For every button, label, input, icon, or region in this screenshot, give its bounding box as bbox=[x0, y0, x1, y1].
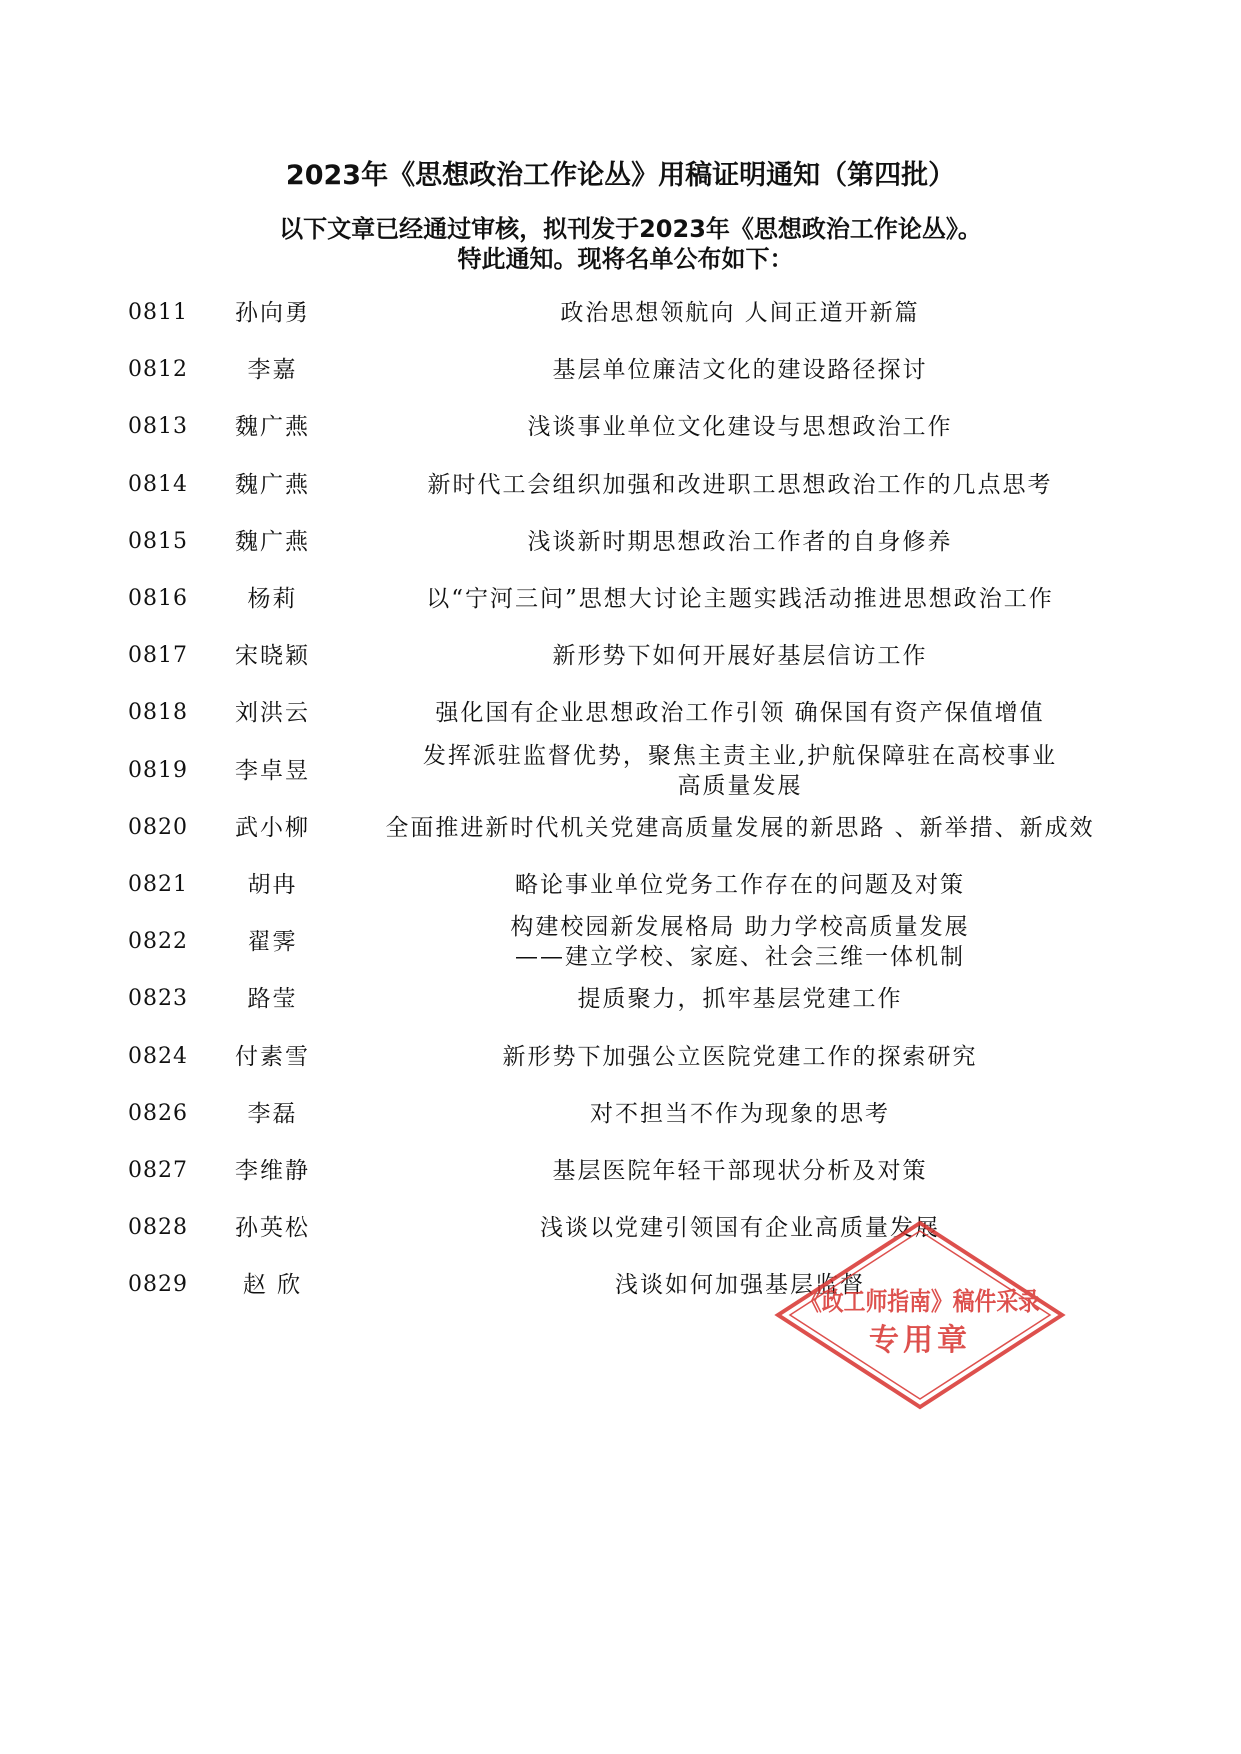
table-row bbox=[0, 1253, 1241, 1317]
article-title bbox=[370, 796, 1110, 860]
author-name: 李卓昱 bbox=[235, 757, 310, 784]
article-title bbox=[370, 910, 1110, 974]
article-title-line: 浅谈如何加强基层监督 bbox=[615, 1272, 865, 1299]
article-title-line: 对不担当不作为现象的思考 bbox=[590, 1100, 890, 1127]
article-title-line: 全面推进新时代机关党建高质量发展的新思路 、新举措、新成效 bbox=[385, 814, 1095, 841]
author-name: 魏广燕 bbox=[235, 471, 310, 498]
article-title-line: 强化国有企业思想政治工作引领 确保国有资产保值增值 bbox=[435, 700, 1045, 727]
article-title bbox=[370, 1082, 1110, 1146]
table-row bbox=[0, 567, 1241, 631]
entry-number: 0815 bbox=[128, 528, 188, 554]
article-title bbox=[370, 395, 1110, 459]
article-title-line: 构建校园新发展格局 助力学校高质量发展 bbox=[510, 914, 970, 941]
author-name: 魏广燕 bbox=[235, 414, 310, 441]
table-row bbox=[0, 281, 1241, 345]
article-title bbox=[370, 739, 1110, 803]
entry-number: 0828 bbox=[128, 1215, 188, 1241]
entry-number: 0813 bbox=[128, 414, 188, 440]
article-title bbox=[370, 1139, 1110, 1203]
article-title bbox=[370, 567, 1110, 631]
table-row bbox=[0, 853, 1241, 917]
article-title-line: 发挥派驻监督优势，聚焦主责主业,护航保障驻在高校事业 bbox=[422, 742, 1058, 769]
table-row bbox=[0, 910, 1241, 974]
author-name: 孙向勇 bbox=[235, 300, 310, 326]
entry-number: 0816 bbox=[128, 586, 188, 611]
author-name: 杨莉 bbox=[247, 586, 298, 612]
author-name: 赵 欣 bbox=[242, 1272, 303, 1299]
entry-number: 0820 bbox=[128, 814, 188, 840]
article-title-line: 浅谈事业单位文化建设与思想政治工作 bbox=[527, 414, 953, 441]
table-row bbox=[0, 681, 1241, 745]
table-row bbox=[0, 796, 1241, 860]
table-row bbox=[0, 624, 1241, 688]
entry-number: 0814 bbox=[128, 471, 188, 497]
table-row bbox=[0, 1139, 1241, 1203]
author-name: 刘洪云 bbox=[235, 700, 310, 727]
entry-number: 0811 bbox=[128, 300, 188, 325]
table-row bbox=[0, 739, 1241, 803]
table-row bbox=[0, 510, 1241, 574]
article-title-line: 浅谈新时期思想政治工作者的自身修养 bbox=[527, 528, 953, 555]
author-name: 路莹 bbox=[247, 986, 298, 1013]
article-title bbox=[370, 1253, 1110, 1317]
table-row bbox=[0, 1196, 1241, 1260]
author-name: 李嘉 bbox=[247, 357, 298, 384]
author-name: 胡冉 bbox=[247, 872, 298, 898]
table-row bbox=[0, 967, 1241, 1031]
article-title bbox=[370, 1025, 1110, 1089]
article-title bbox=[370, 1196, 1110, 1260]
entry-list bbox=[0, 285, 1241, 1425]
author-name: 魏广燕 bbox=[235, 528, 310, 555]
table-row bbox=[0, 1025, 1241, 1089]
article-title-line: 基层单位廉洁文化的建设路径探讨 bbox=[552, 357, 928, 384]
entry-number: 0821 bbox=[128, 872, 188, 897]
entry-number: 0826 bbox=[128, 1100, 188, 1126]
author-name: 李维静 bbox=[235, 1158, 310, 1184]
article-title-line: 提质聚力，抓牢基层党建工作 bbox=[577, 986, 903, 1013]
entry-number: 0824 bbox=[128, 1043, 188, 1069]
article-title bbox=[370, 967, 1110, 1031]
article-title-line: 基层医院年轻干部现状分析及对策 bbox=[552, 1158, 928, 1184]
intro-line-2: 特此通知。现将名单公布如下： bbox=[457, 245, 794, 273]
author-name: 翟霁 bbox=[247, 929, 298, 956]
article-title bbox=[370, 681, 1110, 745]
article-title bbox=[370, 853, 1110, 917]
entry-number: 0819 bbox=[128, 757, 188, 783]
entry-number: 0818 bbox=[128, 700, 188, 726]
article-title-line: 略论事业单位党务工作存在的问题及对策 bbox=[515, 872, 965, 898]
article-title-line: 新时代工会组织加强和改进职工思想政治工作的几点思考 bbox=[427, 471, 1053, 498]
article-title-line: 浅谈以党建引领国有企业高质量发展 bbox=[540, 1215, 940, 1242]
entry-number: 0823 bbox=[128, 986, 188, 1012]
entry-number: 0817 bbox=[128, 643, 188, 669]
author-name: 付素雪 bbox=[235, 1043, 310, 1070]
article-title-line: ——建立学校、家庭、社会三维一体机制 bbox=[515, 944, 965, 971]
article-title-line: 以“宁河三问”思想大讨论主题实践活动推进思想政治工作 bbox=[426, 586, 1054, 612]
author-name: 李磊 bbox=[247, 1100, 298, 1127]
author-name: 孙英松 bbox=[235, 1215, 310, 1242]
table-row bbox=[0, 453, 1241, 517]
entry-number: 0829 bbox=[128, 1272, 188, 1298]
article-title bbox=[370, 281, 1110, 345]
article-title bbox=[370, 624, 1110, 688]
entry-number: 0812 bbox=[128, 357, 188, 383]
article-title-line: 高质量发展 bbox=[677, 772, 803, 799]
table-row bbox=[0, 395, 1241, 459]
document-title: 2023年《思想政治工作论丛》用稿证明通知（第四批） bbox=[285, 160, 956, 191]
article-title bbox=[370, 338, 1110, 402]
article-title-line: 政治思想领航向 人间正道开新篇 bbox=[560, 300, 920, 326]
table-row bbox=[0, 338, 1241, 402]
article-title-line: 新形势下加强公立医院党建工作的探索研究 bbox=[502, 1043, 978, 1070]
intro-line-1: 以下文章已经通过审核，拟刊发于2023年《思想政治工作论丛》。 bbox=[279, 215, 982, 243]
stamp-text-line1: 《政工师指南》稿件采录 bbox=[800, 1287, 1040, 1316]
author-name: 武小柳 bbox=[235, 814, 310, 841]
entry-number: 0827 bbox=[128, 1158, 188, 1183]
article-title bbox=[370, 453, 1110, 517]
article-title-line: 新形势下如何开展好基层信访工作 bbox=[552, 643, 928, 670]
entry-number: 0822 bbox=[128, 929, 188, 955]
table-row bbox=[0, 1082, 1241, 1146]
article-title bbox=[370, 510, 1110, 574]
author-name: 宋晓颖 bbox=[235, 643, 310, 670]
stamp-text-line2: 专用章 bbox=[869, 1323, 971, 1358]
